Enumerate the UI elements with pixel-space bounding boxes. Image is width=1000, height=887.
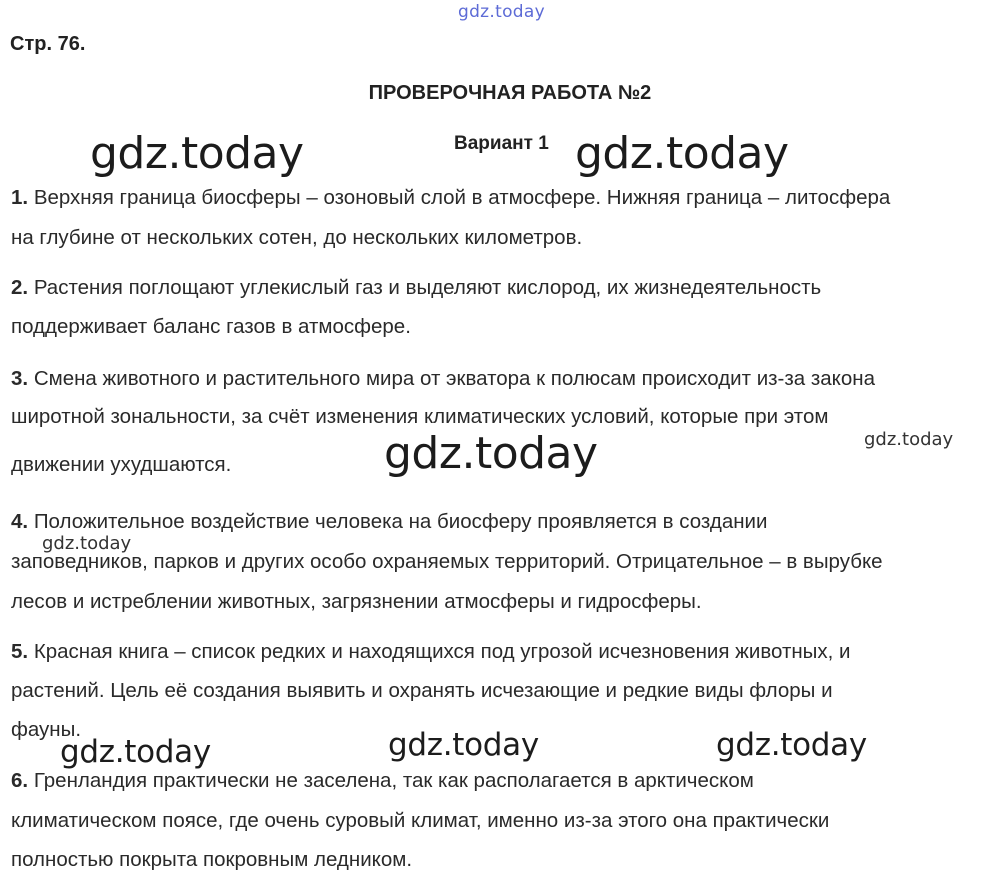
page-title: ПРОВЕРОЧНАЯ РАБОТА №2 — [368, 82, 652, 104]
answer-1-line-1 — [11, 186, 890, 210]
watermark-top: gdz.today — [458, 2, 545, 22]
answer-4-line-3: лесов и истреблении животных, загрязнении атмосферы и гидросферы. — [11, 590, 702, 613]
watermark: gdz.today — [575, 128, 789, 179]
page-reference: Стр. 76. — [10, 33, 86, 55]
answer-4-line-1 — [11, 510, 767, 534]
watermark: gdz.today — [90, 128, 304, 179]
watermark: gdz.today — [716, 727, 867, 763]
answer-text: Растения поглощают углекислый газ и выделяют кислород, их жизнедеятельность — [33, 276, 822, 299]
watermark: gdz.today — [60, 734, 211, 770]
answer-5-line-3: фауны. — [11, 718, 82, 741]
answer-number: 6. — [11, 769, 29, 792]
answer-4-line-2: заповедников, парков и других особо охраняемых территорий. Отрицательное – в вырубке — [11, 550, 883, 573]
answer-text: Положительное воздействие человека на биосферу проявляется в создании — [33, 510, 768, 533]
variant-heading: Вариант 1 — [454, 133, 549, 154]
answer-text: Верхняя граница биосферы – озоновый слой в атмосфере. Нижняя граница – литосфера — [33, 186, 891, 209]
answer-5-line-2: растений. Цель её создания выявить и охранять исчезающие и редкие виды флоры и — [11, 679, 833, 702]
answer-text: Красная книга – список редких и находящихся под угрозой исчезновения животных, и — [33, 640, 851, 663]
answer-number: 1. — [11, 186, 29, 209]
answer-6-line-2: климатическом поясе, где очень суровый климат, именно из-за этого она практически — [11, 809, 830, 832]
answer-5-line-1 — [11, 640, 851, 664]
answer-2-line-2: поддерживает баланс газов в атмосфере. — [11, 315, 411, 338]
answer-number: 2. — [11, 276, 29, 299]
answer-6-line-1 — [11, 769, 754, 793]
watermark: gdz.today — [388, 727, 539, 763]
answer-3-line-1 — [11, 367, 875, 391]
answer-number: 5. — [11, 640, 29, 663]
watermark: gdz.today — [864, 429, 954, 450]
watermark: gdz.today — [42, 533, 132, 554]
answer-text: Гренландия практически не заселена, так как располагается в арктическом — [33, 769, 754, 792]
answer-3-line-2: широтной зональности, за счёт изменения климатических условий, которые при этом — [11, 405, 829, 428]
answer-number: 3. — [11, 367, 29, 390]
answer-3-line-3: движении ухудшаются. — [11, 453, 232, 476]
answer-number: 4. — [11, 510, 29, 533]
answer-1-line-2: на глубине от нескольких сотен, до нескольких километров. — [11, 226, 583, 249]
answer-2-line-1 — [11, 276, 821, 300]
answer-6-line-3: полностью покрыта покровным ледником. — [11, 848, 413, 871]
watermark: gdz.today — [384, 428, 598, 479]
answer-text: Смена животного и растительного мира от экватора к полюсам происходит из-за закона — [33, 367, 875, 390]
